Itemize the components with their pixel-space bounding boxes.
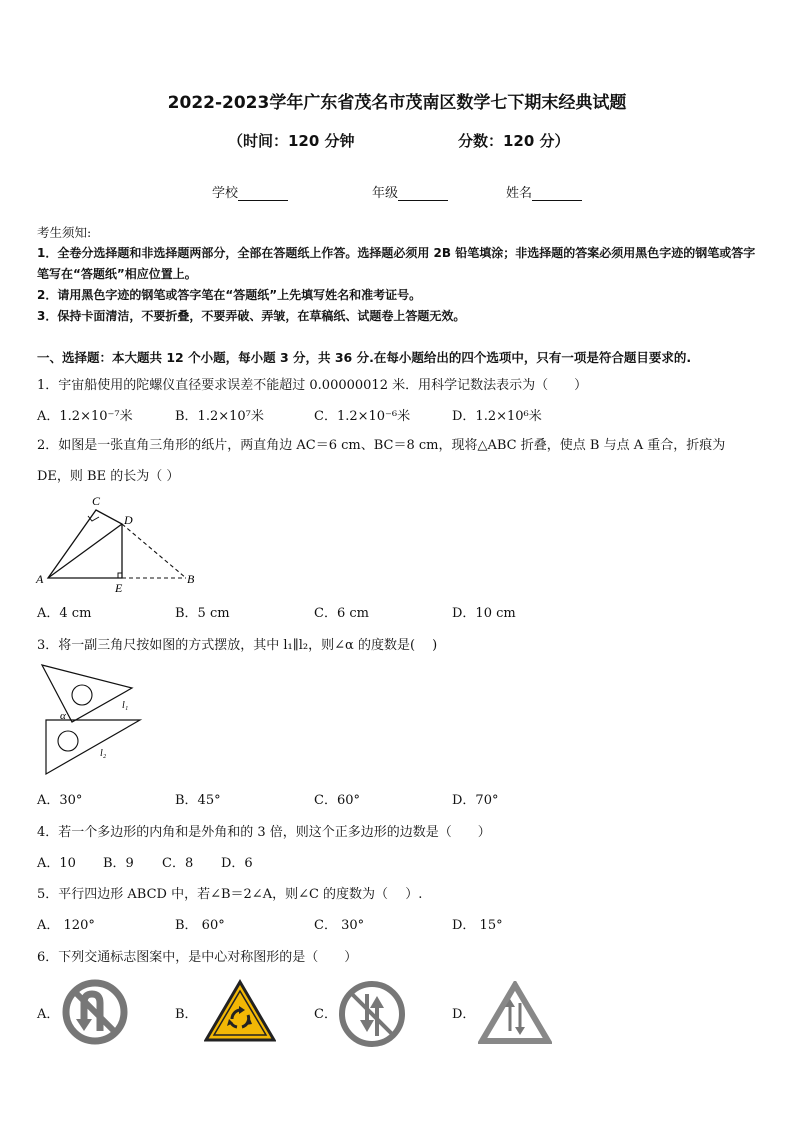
section-heading: 一、选择题：本大题共 12 个小题，每小题 3 分，共 36 分.在每小题给出的四个选项中，只有一项是符合题目要求的. [37,350,692,365]
upper-square-hole [72,685,92,705]
label-l2: l₂ [100,748,107,759]
no-left-turn-sign-icon [338,980,406,1048]
no-u-turn-sign-icon [62,979,128,1045]
exam-notes [37,222,767,327]
note-item: 3．保持卡面清洁，不要折叠，不要弄破、弄皱，在草稿纸、试题卷上答题无效。 [37,309,466,323]
page-title: 2022-2023学年广东省茂名市茂南区数学七下期末经典试题 [167,93,627,113]
q2-triangle-figure [34,490,204,595]
q2-option-c: C．6 cm [314,606,369,621]
score-label: 分数：120 分） [458,132,570,150]
lower-square-hole [58,731,78,751]
q6-option-d: D． [452,1007,476,1022]
two-way-traffic-sign-icon [478,981,552,1045]
notes-heading: 考生须知: [37,225,92,240]
question-4: 4．若一个多边形的内角和是外角和的 3 倍，则这个正多边形的边数是（ ） [37,825,491,840]
dashed-db [122,524,186,578]
note-item: 2．请用黑色字迹的钢笔或答字笔在“答题纸”上先填写姓名和准考证号。 [37,288,422,302]
q2-option-a: A．4 cm [37,606,92,621]
q2-option-b: B．5 cm [175,606,230,621]
q6-option-a: A． [37,1007,60,1022]
label-d: D [124,513,133,527]
right-angle-c [88,516,99,521]
roundabout-warning-sign-icon [204,979,276,1043]
q4-option-c: C．8 [162,856,194,871]
label-alpha: α [60,710,66,722]
label-b: B [187,572,195,586]
question-3: 3．将一副三角尺按如图的方式摆放，其中 l₁∥l₂，则∠α 的度数是( ) [37,638,438,653]
label-c: C [92,494,101,508]
name-blank [532,187,582,201]
question-2: 2．如图是一张直角三角形的纸片，两直角边 AC＝6 cm、BC＝8 cm，现将△ABC 折叠，使点 B 与点 A 重合，折痕为 DE，则 BE 的长为（ ） [37,438,726,484]
q3-set-squares-figure [36,662,148,780]
label-a: A [36,572,44,586]
q4-option-d: D．6 [221,856,253,871]
q3-option-d: D．70° [452,793,499,808]
q6-option-b: B． [175,1007,198,1022]
note-item: 1．全卷分选择题和非选择题两部分，全部在答题纸上作答。选择题必须用 2B 铅笔填涂；非选择题的答案必须用黑色字迹的钢笔或答字笔写在“答题纸”相应位置上。 [37,246,756,281]
q1-option-a: A．1.2×10⁻⁷米 [37,409,133,424]
q5-option-c: C． 30° [314,918,365,933]
upper-set-square [42,665,132,722]
time-label: （时间：120 分钟 [228,132,355,150]
label-e: E [115,581,123,595]
grade-blank [398,187,448,201]
name-field [506,182,582,201]
question-6: 6．下列交通标志图案中，是中心对称图形的是（ ） [37,950,358,965]
q3-option-a: A．30° [37,793,83,808]
fold-line-ad [48,524,122,578]
q2-option-d: D．10 cm [452,606,516,621]
school-label: 学校 [212,186,239,201]
q5-option-a: A． 120° [37,918,95,933]
q1-option-c: C．1.2×10⁻⁶米 [314,409,411,424]
question-1: 1．宇宙船使用的陀螺仪直径要求误差不能超过 0.00000012 米．用科学记数法表示为（ ） [37,378,588,393]
grade-label: 年级 [372,186,399,201]
question-5: 5．平行四边形 ABCD 中，若∠B＝2∠A，则∠C 的度数为（ ）. [37,887,423,902]
q6-option-c: C． [314,1007,337,1022]
school-field [212,182,288,201]
q5-option-d: D． 15° [452,918,503,933]
name-label: 姓名 [506,186,533,201]
q4-option-b: B．9 [103,856,134,871]
q1-option-b: B．1.2×10⁷米 [175,409,264,424]
school-blank [238,187,288,201]
q1-option-d: D．1.2×10⁶米 [452,409,542,424]
q3-option-b: B．45° [175,793,221,808]
label-l1: l₁ [122,700,129,711]
q3-option-c: C．60° [314,793,360,808]
q4-option-a: A．10 [37,856,76,871]
grade-field [372,182,448,201]
triangle-ace-edges [48,510,122,578]
q5-option-b: B． 60° [175,918,225,933]
